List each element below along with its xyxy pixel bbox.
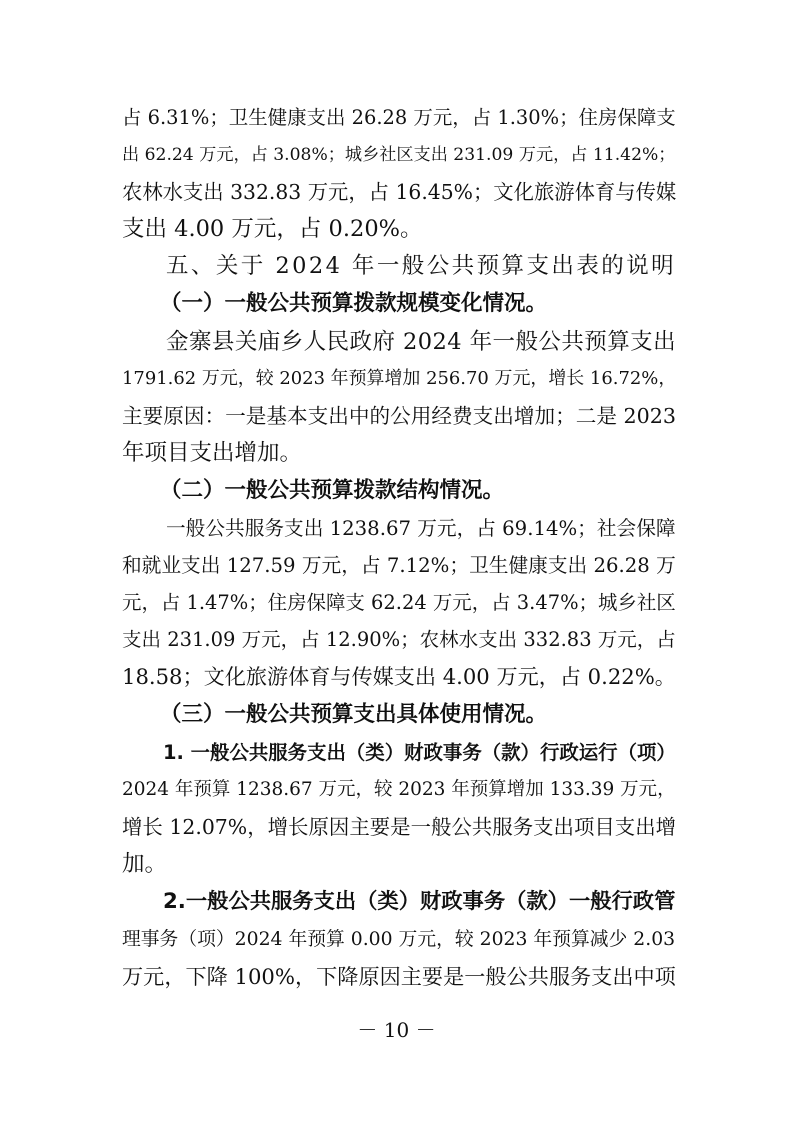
body-line-10: 和就业支出 127.59 万元，占 7.12%；卫生健康支出 26.28 万 bbox=[122, 554, 676, 577]
subheading-2: （二）一般公共预算拨款结构情况。 bbox=[160, 478, 505, 503]
body-line-12: 支出 231.09 万元，占 12.90%；农林水支出 332.83 万元，占 bbox=[122, 628, 676, 651]
subheading-3: （三）一般公共预算支出具体使用情况。 bbox=[160, 702, 548, 727]
body-line-1: 占 6.31%；卫生健康支出 26.28 万元，占 1.30%；住房保障支 bbox=[122, 106, 676, 129]
body-line-3: 农林水支出 332.83 万元，占 16.45%；文化旅游体育与传媒 bbox=[122, 180, 677, 204]
item-2-title: 2.一般公共服务支出（类）财政事务（款）一般行政管 bbox=[163, 889, 676, 914]
body-line-5: 金寨县关庙乡人民政府 2024 年一般公共预算支出 bbox=[166, 329, 677, 355]
body-line-2: 出 62.24 万元，占 3.08%；城乡社区支出 231.09 万元，占 11.42%； bbox=[122, 145, 676, 165]
subheading-1: （一）一般公共预算拨款规模变化情况。 bbox=[160, 291, 548, 316]
body-line-13: 18.58；文化旅游体育与传媒支出 4.00 万元，占 0.22%。 bbox=[122, 664, 676, 689]
body-line-4: 支出 4.00 万元，占 0.20%。 bbox=[122, 216, 423, 242]
body-line-7: 主要原因：一是基本支出中的公用经费支出增加；二是 2023 bbox=[122, 404, 677, 428]
body-line-16: 加。 bbox=[122, 851, 168, 877]
body-line-15: 增长 12.07%，增长原因主要是一般公共服务支出项目支出增 bbox=[122, 815, 677, 839]
body-line-11: 元，占 1.47%；住房保障支 62.24 万元，占 3.47%；城乡社区 bbox=[122, 591, 676, 614]
page-number: － 10 － bbox=[357, 1018, 436, 1042]
body-line-14: 2024 年预算 1238.67 万元，较 2023 年预算增加 133.39 万元， bbox=[122, 779, 676, 800]
body-line-8: 年项目支出增加。 bbox=[122, 440, 303, 466]
body-line-6: 1791.62 万元，较 2023 年预算增加 256.70 万元，增长 16.72%， bbox=[122, 368, 677, 389]
section-heading: 五、关于 2024 年一般公共预算支出表的说明 bbox=[166, 253, 677, 279]
body-line-9: 一般公共服务支出 1238.67 万元，占 69.14%；社会保障 bbox=[166, 517, 676, 540]
item-1-title: 1. 一般公共服务支出（类）财政事务（款）行政运行（项） bbox=[163, 741, 676, 764]
body-line-17: 理事务（项）2024 年预算 0.00 万元，较 2023 年预算减少 2.03 bbox=[122, 929, 676, 950]
body-line-18: 万元，下降 100%，下降原因主要是一般公共服务支出中项 bbox=[122, 964, 676, 989]
